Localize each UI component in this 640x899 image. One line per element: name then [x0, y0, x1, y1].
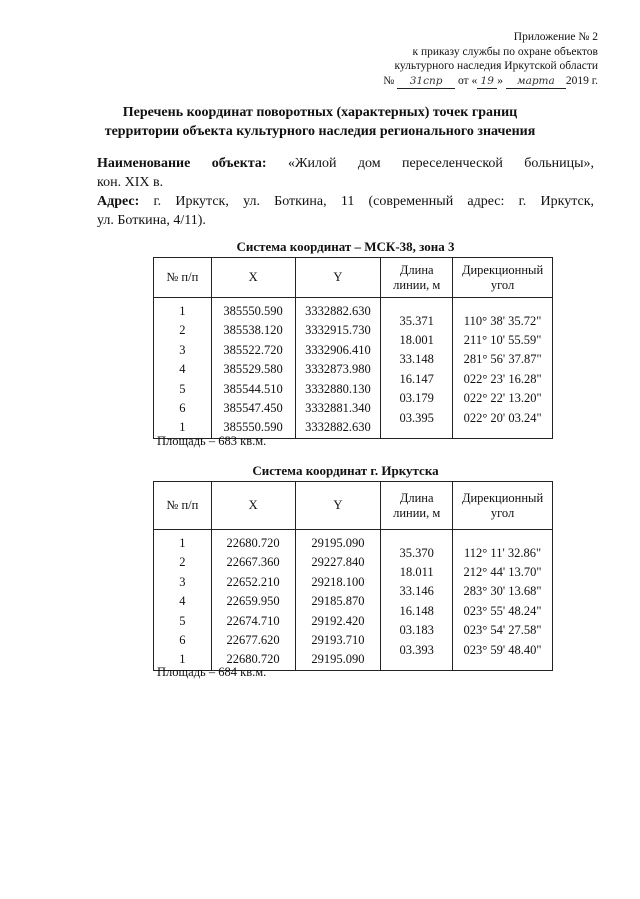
handwritten-month: марта: [516, 74, 555, 87]
table-1-caption: Система координат – МСК-38, зона 3: [236, 239, 455, 254]
y-coordinate: 29195.090: [311, 652, 365, 667]
header-y: Y: [295, 258, 381, 298]
x-coordinate: 22667.360: [226, 555, 280, 570]
line-length: 18.011: [399, 565, 434, 580]
date-quote-close: »: [497, 74, 503, 87]
object-name: [97, 154, 594, 173]
header-y: Y: [295, 482, 381, 530]
handwritten-order-number: 31спр: [409, 74, 443, 87]
line-length: 33.146: [399, 584, 434, 599]
direction-angle-column: [453, 298, 553, 439]
y-coordinate: 3332906.410: [305, 342, 371, 357]
y-coordinate: 29195.090: [311, 536, 365, 550]
direction-angle: 212° 44' 13.70": [463, 565, 542, 580]
object-name-cont: кон. XIX в.: [97, 175, 164, 190]
table-header-row: [154, 258, 553, 298]
header-x: X: [211, 482, 295, 530]
header-direction-angle: Дирекционный угол: [453, 258, 553, 298]
y-coordinate: 29192.420: [311, 613, 365, 628]
line-length-column: [381, 530, 453, 671]
number-prefix: №: [383, 74, 395, 87]
direction-angle: 112° 11' 32.86": [464, 545, 542, 560]
direction-angle: 022° 20' 03.24": [463, 410, 542, 425]
point-number: 4: [179, 362, 186, 377]
point-number: 4: [179, 594, 186, 609]
y-coordinate: 3332882.630: [305, 304, 371, 318]
object-address: [97, 192, 594, 211]
line-length: 18.001: [399, 333, 434, 348]
line-length: 03.183: [399, 623, 434, 638]
table-body-row: [154, 530, 553, 671]
line-length: 16.148: [399, 603, 434, 618]
x-coordinate: 22677.620: [226, 632, 280, 647]
table-header-row: [154, 482, 553, 530]
x-coordinate: 385547.450: [223, 400, 283, 415]
y-coordinate-column: [295, 530, 381, 671]
object-name-value: «Жилой дом переселенческой больницы»,: [287, 156, 595, 171]
point-number: 2: [179, 555, 186, 570]
x-coordinate-column: [211, 530, 295, 671]
y-coordinate: 29227.840: [311, 555, 365, 570]
y-coordinate: 3332882.630: [305, 420, 371, 435]
coordinates-table-irkutsk: [153, 481, 553, 671]
y-coordinate: 29193.710: [311, 632, 365, 647]
line-length: 35.371: [399, 313, 434, 328]
document-title-line-2: территории объекта культурного наследия регионального значения: [104, 124, 536, 139]
appendix-number-date: [383, 74, 598, 90]
year-text: 2019 г.: [565, 74, 598, 87]
y-coordinate: 3332873.980: [305, 362, 371, 377]
y-coordinate-column: [295, 298, 381, 439]
x-coordinate: 385529.580: [223, 362, 283, 377]
header-line-length: Длина линии, м: [381, 482, 453, 530]
coordinates-table-msk38: [153, 257, 553, 439]
address-value: г. Иркутск, ул. Боткина, 11 (современный адрес: г. Иркутск,: [153, 194, 594, 209]
point-number: 5: [179, 613, 186, 628]
point-number: 6: [179, 400, 186, 415]
header-point-number: № п/п: [154, 258, 212, 298]
appendix-title: Приложение № 2: [513, 31, 598, 43]
x-coordinate: 22652.210: [226, 574, 280, 589]
point-number-column: [154, 298, 212, 439]
line-length: 35.370: [399, 545, 434, 560]
point-number: 5: [179, 381, 186, 396]
x-coordinate: 22680.720: [226, 652, 280, 667]
line-length: 16.147: [399, 371, 434, 386]
object-address-cont: ул. Боткина, 4/11).: [97, 213, 206, 228]
point-number: 6: [179, 632, 186, 647]
appendix-order-line: к приказу службы по охране объектов: [412, 45, 598, 58]
point-number: 1: [179, 420, 186, 435]
point-number: 1: [179, 536, 186, 550]
x-coordinate: 385538.120: [223, 323, 283, 338]
x-coordinate: 385544.510: [223, 381, 283, 396]
direction-angle: 022° 23' 16.28": [463, 371, 542, 386]
address-label: Адрес:: [97, 194, 140, 209]
line-length: 33.148: [399, 352, 434, 367]
direction-angle: 211° 10' 55.59": [463, 333, 542, 348]
point-number-column: [154, 530, 212, 671]
line-length: 03.393: [399, 642, 434, 657]
direction-angle: 283° 30' 13.68": [463, 584, 542, 599]
direction-angle: 023° 55' 48.24": [463, 603, 542, 618]
handwritten-day: 19: [480, 74, 494, 87]
direction-angle: 022° 22' 13.20": [463, 391, 542, 406]
x-coordinate: 385550.590: [223, 304, 283, 318]
x-coordinate: 22680.720: [226, 536, 280, 550]
point-number: 3: [179, 574, 186, 589]
line-length: 03.179: [399, 391, 434, 406]
appendix-agency-line: культурного наследия Иркутской области: [394, 60, 598, 72]
x-coordinate: 22674.710: [226, 613, 280, 628]
direction-angle: 023° 54' 27.58": [463, 623, 542, 638]
y-coordinate: 3332915.730: [305, 323, 371, 338]
x-coordinate: 385522.720: [223, 342, 283, 357]
y-coordinate: 3332880.130: [305, 381, 371, 396]
direction-angle: 023° 59' 48.40": [463, 642, 542, 657]
header-direction-angle: Дирекционный угол: [453, 482, 553, 530]
x-coordinate: 385550.590: [223, 420, 283, 435]
table-body-row: [154, 298, 553, 439]
header-line-length: Длина линии, м: [381, 258, 453, 298]
header-x: X: [211, 258, 295, 298]
table-2-area: Площадь – 684 кв.м.: [157, 665, 267, 679]
y-coordinate: 29185.870: [311, 594, 365, 609]
date-prefix: от «: [457, 74, 478, 87]
point-number: 1: [179, 652, 186, 667]
x-coordinate: 22659.950: [226, 594, 280, 609]
y-coordinate: 29218.100: [311, 574, 365, 589]
x-coordinate-column: [211, 298, 295, 439]
document-title-line-1: Перечень координат поворотных (характерных) точек границ: [122, 105, 518, 120]
point-number: 3: [179, 342, 186, 357]
table-1-area: Площадь – 683 кв.м.: [157, 434, 267, 448]
direction-angle-column: [453, 530, 553, 671]
direction-angle: 110° 38' 35.72": [463, 313, 542, 328]
y-coordinate: 3332881.340: [305, 400, 371, 415]
line-length-column: [381, 298, 453, 439]
appendix-header: [383, 30, 598, 89]
document-title: [50, 103, 590, 141]
point-number: 1: [179, 304, 186, 318]
point-number: 2: [179, 323, 186, 338]
header-point-number: № п/п: [154, 482, 212, 530]
object-name-label: Наименование объекта:: [97, 156, 267, 171]
line-length: 03.395: [399, 410, 434, 425]
direction-angle: 281° 56' 37.87": [463, 352, 542, 367]
table-2-caption: Система координат г. Иркутска: [252, 463, 439, 478]
